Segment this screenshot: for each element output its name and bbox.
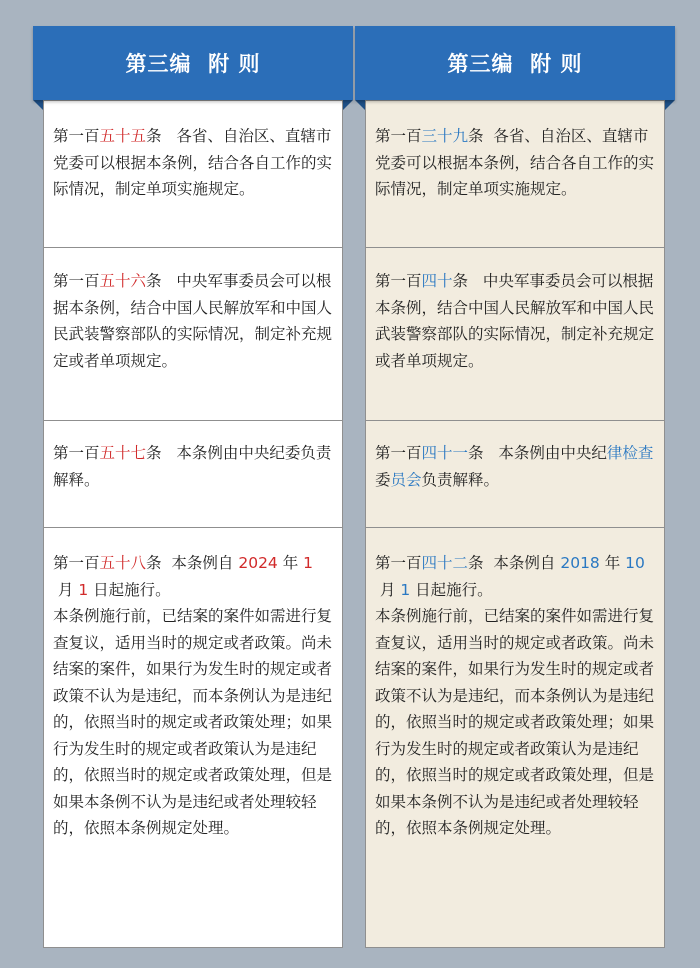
article-prefix: 第一百 [53, 272, 100, 290]
article-157 [44, 420, 342, 527]
article-prefix: 第一百 [53, 444, 100, 462]
article-156 [44, 247, 342, 420]
article-number: 五十七 [99, 444, 147, 462]
article-number: 四十一 [421, 444, 469, 462]
month-unit: 月 [375, 580, 401, 599]
effective-year: 2018 [560, 554, 600, 572]
article-suffix: 条 [146, 272, 162, 290]
article-140 [366, 247, 664, 420]
year-unit: 年 [277, 554, 304, 572]
effective-month: 1 [303, 554, 314, 572]
article-prefix: 第一百 [375, 554, 422, 572]
article-number: 三十九 [421, 127, 469, 145]
article-panel [365, 100, 665, 948]
section-header: 第三编 附 则 [355, 26, 675, 100]
article-text: 本条例由中央纪 [498, 444, 607, 462]
spacer [162, 554, 172, 572]
effective-day: 1 [78, 580, 89, 599]
effective-year: 2024 [238, 554, 278, 572]
article-number: 四十 [421, 272, 453, 290]
article-155 [44, 101, 342, 247]
spacer [162, 272, 177, 290]
article-prefix: 第一百 [53, 554, 100, 572]
article-text: 各省、自治区、直辖市党委可以根据本条例，结合各自工作的实际情况，制定单项实施规定。 [53, 127, 333, 198]
article-number: 四十二 [421, 554, 469, 572]
article-suffix: 条 [468, 554, 484, 572]
article-text: 本条例由中央纪委负责解释。 [53, 444, 332, 489]
effective-lead: 本条例自 [171, 554, 239, 572]
article-prefix: 第一百 [375, 272, 422, 290]
spacer [484, 444, 499, 462]
spacer [468, 272, 483, 290]
article-suffix: 条 [468, 127, 484, 145]
year-unit: 年 [599, 554, 626, 572]
article-prefix: 第一百 [375, 444, 422, 462]
effective-lead: 本条例自 [493, 554, 561, 572]
highlighted-text: 员会 [390, 470, 422, 489]
effective-suffix: 日起施行。 [410, 580, 493, 599]
spacer [162, 444, 177, 462]
effective-month: 10 [625, 554, 645, 572]
article-text: 中央军事委员会可以根据本条例，结合中国人民解放军和中国人民武装警察部队的实际情况，制定补充规定或者单项规定。 [375, 272, 655, 370]
article-142 [366, 527, 664, 949]
effective-suffix: 日起施行。 [88, 580, 171, 599]
spacer [162, 127, 177, 145]
article-text: 各省、自治区、直辖市党委可以根据本条例，结合各自工作的实际情况，制定单项实施规定。 [375, 127, 655, 198]
banner-fold-left [355, 100, 365, 110]
month-unit: 月 [53, 580, 79, 599]
banner-fold-left [33, 100, 43, 110]
spacer [484, 554, 494, 572]
article-suffix: 条 [452, 272, 469, 290]
article-suffix: 条 [468, 444, 484, 462]
article-suffix: 条 [146, 127, 162, 145]
article-suffix: 条 [146, 554, 162, 572]
article-number: 五十六 [99, 272, 147, 290]
section-header: 第三编 附 则 [33, 26, 353, 100]
article-139 [366, 101, 664, 247]
article-text: 本条例施行前，已结案的案件如需进行复查复议，适用当时的规定或者政策。尚未结案的案件，如果行为发生时的规定或者政策不认为是违纪，而本条例认为是违纪的，依照当时的规定或者政策处理；如果行为发生时的规定或者政策认为是违纪的，依照当时的规定或者政策处理，但是如果本条例不认为是违纪或者处理较轻的，依照本条例规定处理。 [53, 607, 333, 837]
article-text: 委 [375, 470, 391, 489]
banner-fold-right [343, 100, 353, 110]
article-number: 五十八 [99, 554, 147, 572]
article-suffix: 条 [146, 444, 162, 462]
banner-fold-right [665, 100, 675, 110]
article-text: 本条例施行前，已结案的案件如需进行复查复议，适用当时的规定或者政策。尚未结案的案件，如果行为发生时的规定或者政策不认为是违纪，而本条例认为是违纪的，依照当时的规定或者政策处理；如果行为发生时的规定或者政策认为是违纪的，依照当时的规定或者政策处理，但是如果本条例不认为是违纪或者处理较轻的，依照本条例规定处理。 [375, 607, 655, 837]
spacer [484, 127, 494, 145]
article-text: 中央军事委员会可以根据本条例，结合中国人民解放军和中国人民武装警察部队的实际情况，制定补充规定或者单项规定。 [53, 272, 333, 370]
article-text: 负责解释。 [421, 470, 500, 489]
effective-day: 1 [400, 580, 411, 599]
article-158 [44, 527, 342, 949]
article-141 [366, 420, 664, 527]
article-prefix: 第一百 [375, 127, 422, 145]
highlighted-text: 律检查 [606, 444, 654, 462]
article-prefix: 第一百 [53, 127, 100, 145]
article-panel [43, 100, 343, 948]
article-number: 五十五 [99, 127, 147, 145]
